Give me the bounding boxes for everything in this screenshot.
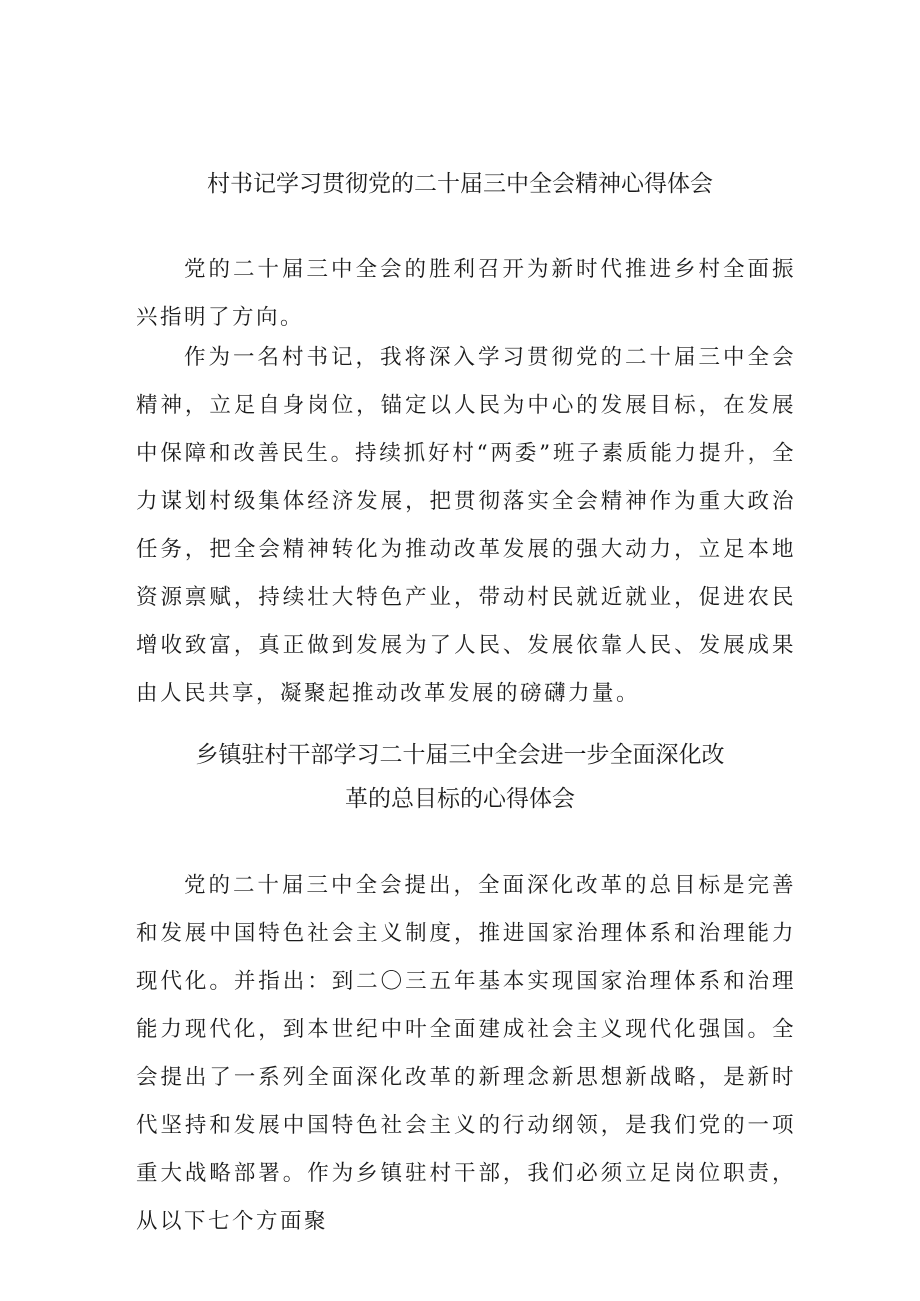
- section1-title: 村书记学习贯彻党的二十届三中全会精神心得体会: [207, 171, 713, 197]
- section1-paragraph-1: 党的二十届三中全会的胜利召开为新时代推进乡村全面振兴指明了方向。: [136, 257, 796, 330]
- section2-title: [0, 733, 920, 821]
- section2-title-line-2: 革的总目标的心得体会: [345, 786, 575, 812]
- section2-title-line-1: 乡镇驻村干部学习二十届三中全会进一步全面深化改: [195, 742, 725, 768]
- section2-paragraph-1: 党的二十届三中全会提出，全面深化改革的总目标是完善和发展中国特色社会主义制度，推进国家治理体系和治理能力现代化。并指出：到二〇三五年基本实现国家治理体系和治理能力现代化，到本世纪中叶全面建成社会主义现代化强国。全会提出了一系列全面深化改革的新理念新思想新战略，是新时代坚持和发展中国特色社会主义的行动纲领，是我们党的一项重大战略部署。作为乡镇驻村干部，我们必须立足岗位职责，从以下七个方面聚: [136, 873, 796, 1234]
- section1-paragraph-2: 作为一名村书记，我将深入学习贯彻党的二十届三中全会精神，立足自身岗位，锚定以人民为中心的发展目标，在发展中保障和改善民生。持续抓好村“两委”班子素质能力提升，全力谋划村级集体经济发展，把贯彻落实全会精神作为重大政治任务，把全会精神转化为推动改革发展的强大动力，立足本地资源禀赋，持续壮大特色产业，带动村民就近就业，促进农民增收致富，真正做到发展为了人民、发展依靠人民、发展成果由人民共享，凝聚起推动改革发展的磅礴力量。: [136, 345, 796, 706]
